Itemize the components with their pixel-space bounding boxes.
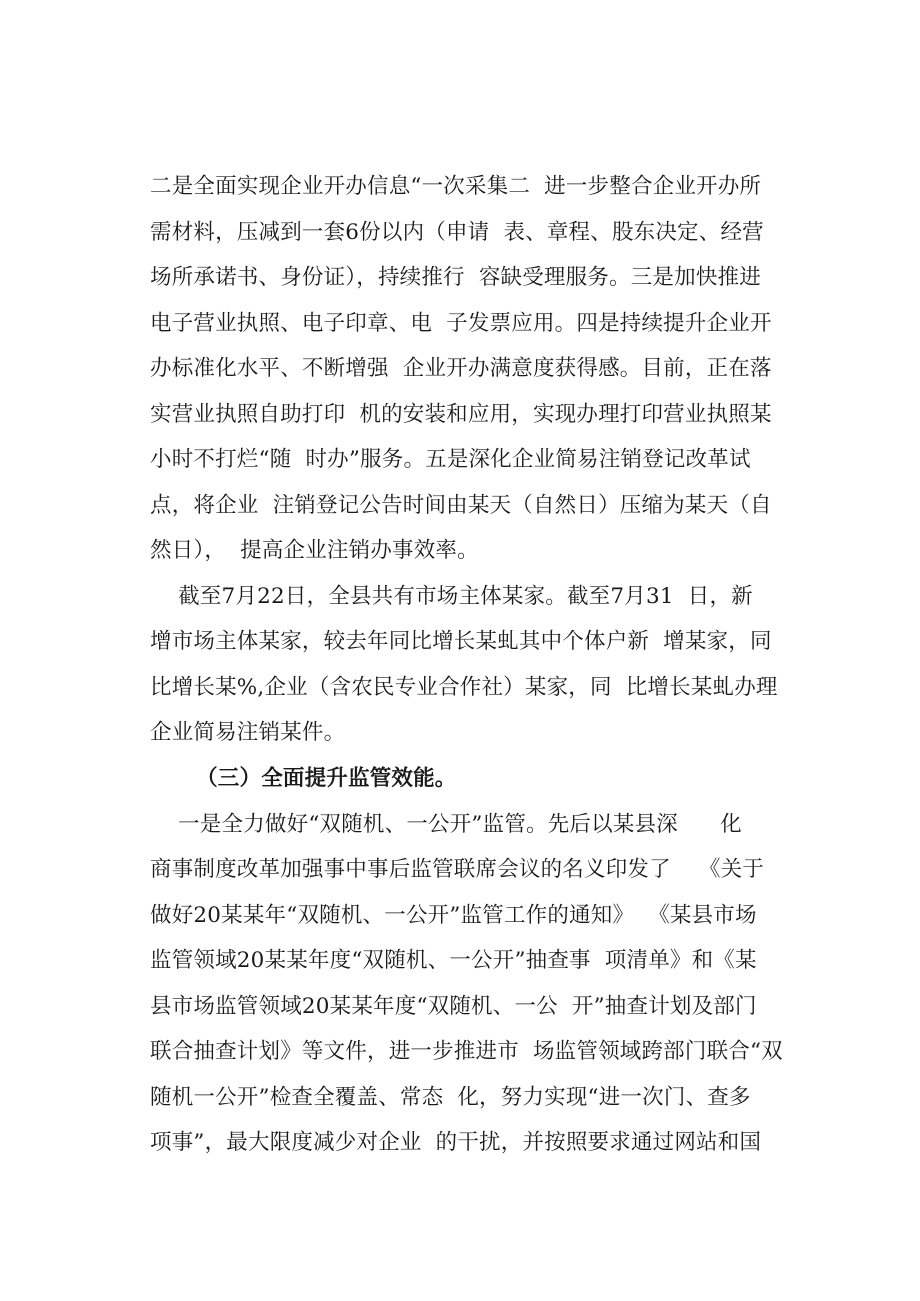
- paragraph-line: 点，将企业 注销登记公告时间由某天（自然日）压缩为某天（自: [150, 493, 772, 518]
- paragraph-line: 随机一公开”检查全覆盖、常态 化，努力实现“进一次门、查多: [150, 1085, 751, 1110]
- paragraph-line: 监管领域20某某年度“双随机、一公开”抽查事 项清单》和《某: [150, 948, 757, 973]
- paragraph-line: 商事制度改革加强事中事后监管联席会议的名义印发了 《关于: [150, 857, 765, 882]
- paragraph-line: 增市场主体某家，较去年同比增长某虬其中个体户新 增某家，同: [150, 629, 772, 654]
- paragraph-line: 做好20某某年“双随机、一公开”监管工作的通知》 《某县市场: [150, 903, 757, 928]
- paragraph-line: 二是全面实现企业开办信息“一次采集二 进一步整合企业开办所: [150, 174, 762, 199]
- paragraph-line: 然日）， 提高企业注销办事效率。: [150, 538, 479, 563]
- paragraph-line: 项事”，最大限度减少对企业 的干扰，并按照要求通过网站和国: [150, 1130, 762, 1155]
- paragraph-line: 场所承诺书、身份证），持续推行 容缺受理服务。三是加快推进: [150, 265, 761, 290]
- paragraph-line: 需材料，压减到一套6份以内（申请 表、章程、股东决定、经营: [150, 220, 764, 245]
- paragraph-line: 企业简易注销某件。: [150, 720, 346, 745]
- paragraph-line: 一是全力做好“双随机、一公开”监管。先后以某县深 化: [150, 812, 742, 837]
- paragraph-line: 截至7月22日，全县共有市场主体某家。截至7月31 日，新: [150, 584, 753, 609]
- paragraph-line: 小时不打烂“随 时办”服务。五是深化企业简易注销登记改革试: [150, 447, 751, 472]
- paragraph-line: 县市场监管领域20某某年度“双随机、一公 开”抽查计划及部门: [150, 994, 757, 1019]
- paragraph-line: 办标准化水平、不断增强 企业开办满意度获得感。目前，正在落: [150, 356, 772, 381]
- paragraph-line: 电子营业执照、电子印章、电 子发票应用。四是持续提升企业开: [150, 311, 772, 336]
- paragraph-line: 联合抽查计划》等文件，进一步推进市 场监管领域跨部门联合“双: [150, 1039, 783, 1064]
- section-heading: （三）全面提升监管效能。: [150, 766, 457, 791]
- paragraph-line: 比增长某%,企业（含农民专业合作社）某家，同 比增长某虬办理: [150, 675, 778, 700]
- paragraph-line: 实营业执照自助打印 机的安装和应用，实现办理打印营业执照某: [150, 402, 772, 427]
